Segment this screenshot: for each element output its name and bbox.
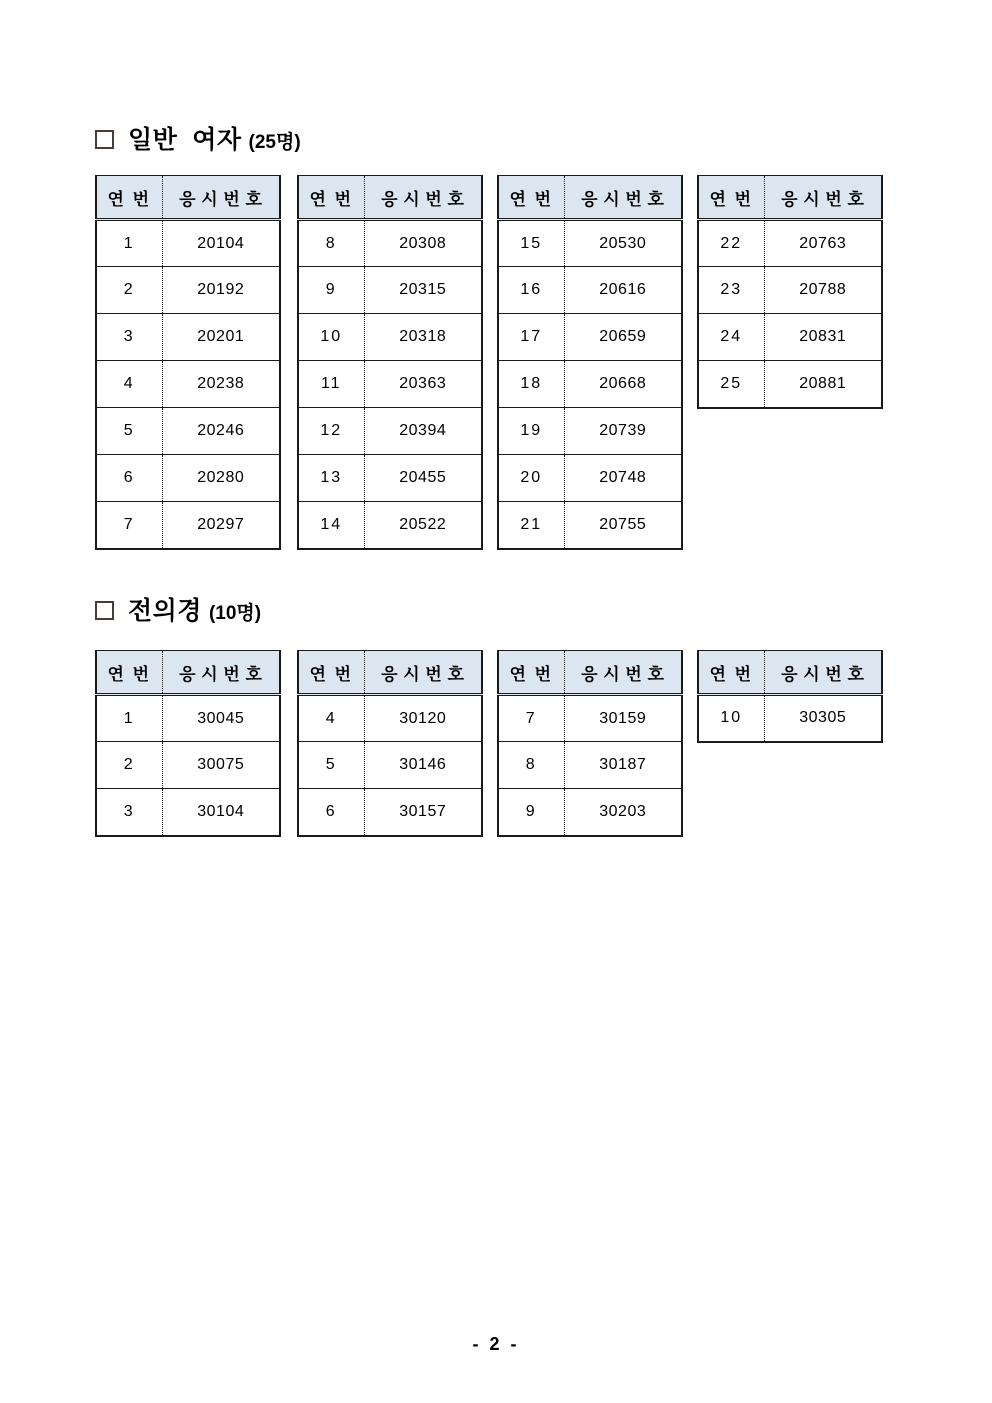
cell-exam-number: 20659 bbox=[564, 314, 682, 361]
table-row bbox=[498, 502, 682, 549]
cell-seq: 4 bbox=[96, 361, 162, 408]
cell-seq: 4 bbox=[298, 695, 364, 742]
table-row bbox=[498, 455, 682, 502]
table-row bbox=[298, 742, 482, 789]
exam-number-table bbox=[697, 650, 883, 743]
table-row bbox=[698, 361, 882, 408]
table-header-row bbox=[298, 176, 482, 220]
cell-seq: 12 bbox=[298, 408, 364, 455]
cell-seq: 6 bbox=[96, 455, 162, 502]
table-row bbox=[96, 314, 280, 361]
cell-exam-number: 20315 bbox=[364, 267, 482, 314]
cell-seq: 2 bbox=[96, 742, 162, 789]
cell-seq: 9 bbox=[298, 267, 364, 314]
cell-seq: 3 bbox=[96, 789, 162, 836]
cell-exam-number: 20280 bbox=[162, 455, 280, 502]
table-row bbox=[498, 220, 682, 267]
cell-exam-number: 20616 bbox=[564, 267, 682, 314]
table-row bbox=[96, 789, 280, 836]
cell-exam-number: 30187 bbox=[564, 742, 682, 789]
table-header-row bbox=[498, 176, 682, 220]
cell-seq: 3 bbox=[96, 314, 162, 361]
cell-seq: 20 bbox=[498, 455, 564, 502]
cell-seq: 10 bbox=[698, 695, 764, 742]
section-heading bbox=[0, 599, 992, 633]
table-row bbox=[498, 789, 682, 836]
cell-exam-number: 30045 bbox=[162, 695, 280, 742]
column-header-exam-number: 응 시 번 호 bbox=[564, 651, 682, 695]
cell-exam-number: 20308 bbox=[364, 220, 482, 267]
cell-exam-number: 20763 bbox=[764, 220, 882, 267]
column-header-seq: 연 번 bbox=[96, 651, 162, 695]
table-row bbox=[498, 267, 682, 314]
column-header-exam-number: 응 시 번 호 bbox=[764, 651, 882, 695]
cell-exam-number: 30157 bbox=[399, 802, 447, 820]
table-header-row bbox=[698, 651, 882, 695]
exam-number-table bbox=[95, 650, 281, 837]
section-conscripted-police bbox=[0, 597, 992, 820]
column-header-seq: 연 번 bbox=[698, 651, 764, 695]
cell-seq: 7 bbox=[96, 502, 162, 549]
column-header-seq: 연 번 bbox=[96, 176, 162, 220]
table-row bbox=[298, 502, 482, 549]
table-row bbox=[698, 695, 882, 742]
table-row bbox=[96, 361, 280, 408]
table-row bbox=[298, 267, 482, 314]
column-header-seq: 연 번 bbox=[298, 176, 364, 220]
cell-exam-number: 20755 bbox=[599, 515, 647, 533]
cell-exam-number: 30305 bbox=[799, 709, 847, 727]
table-row bbox=[298, 695, 482, 742]
column-header-seq: 연 번 bbox=[498, 176, 564, 220]
cell-exam-number: 20739 bbox=[564, 408, 682, 455]
cell-seq: 16 bbox=[498, 267, 564, 314]
column-header-seq: 연 번 bbox=[698, 176, 764, 220]
exam-number-table bbox=[95, 175, 281, 550]
cell-seq: 24 bbox=[698, 314, 764, 361]
table-row bbox=[698, 267, 882, 314]
cell-exam-number: 30120 bbox=[364, 695, 482, 742]
cell-exam-number: 20530 bbox=[564, 220, 682, 267]
cell-seq: 11 bbox=[298, 361, 364, 408]
table-row bbox=[498, 695, 682, 742]
table-row bbox=[96, 502, 280, 549]
table-row bbox=[698, 220, 882, 267]
section-heading bbox=[0, 128, 992, 162]
table-row bbox=[298, 361, 482, 408]
cell-exam-number: 20668 bbox=[564, 361, 682, 408]
cell-exam-number: 20788 bbox=[764, 267, 882, 314]
column-header-exam-number: 응 시 번 호 bbox=[364, 176, 482, 220]
cell-seq: 15 bbox=[498, 220, 564, 267]
cell-seq: 8 bbox=[298, 220, 364, 267]
cell-seq: 23 bbox=[698, 267, 764, 314]
cell-exam-number: 20246 bbox=[162, 408, 280, 455]
column-header-exam-number: 응 시 번 호 bbox=[364, 651, 482, 695]
section-count-label: (10명) bbox=[208, 603, 262, 624]
empty-checkbox-icon bbox=[95, 130, 114, 149]
table-row bbox=[96, 742, 280, 789]
column-header-exam-number: 응 시 번 호 bbox=[162, 176, 280, 220]
cell-seq: 5 bbox=[96, 408, 162, 455]
cell-exam-number: 30159 bbox=[564, 695, 682, 742]
exam-number-table bbox=[497, 650, 683, 837]
section-title: 전의경 bbox=[128, 597, 202, 625]
table-row bbox=[298, 314, 482, 361]
section-count-label: (25명) bbox=[248, 132, 301, 153]
exam-number-table bbox=[697, 175, 883, 409]
table-header-row bbox=[498, 651, 682, 695]
table-row bbox=[498, 742, 682, 789]
cell-exam-number: 20318 bbox=[364, 314, 482, 361]
table-header-row bbox=[698, 176, 882, 220]
cell-exam-number: 20455 bbox=[364, 455, 482, 502]
exam-number-table bbox=[297, 650, 483, 837]
cell-exam-number: 30075 bbox=[162, 742, 280, 789]
cell-seq: 5 bbox=[298, 742, 364, 789]
table-row bbox=[298, 455, 482, 502]
cell-seq: 2 bbox=[96, 267, 162, 314]
table-header-row bbox=[298, 651, 482, 695]
cell-exam-number: 20238 bbox=[162, 361, 280, 408]
cell-seq: 8 bbox=[498, 742, 564, 789]
column-header-exam-number: 응 시 번 호 bbox=[764, 176, 882, 220]
cell-seq: 22 bbox=[698, 220, 764, 267]
column-header-exam-number: 응 시 번 호 bbox=[564, 176, 682, 220]
column-header-seq: 연 번 bbox=[298, 651, 364, 695]
cell-seq: 14 bbox=[298, 502, 364, 549]
cell-exam-number: 30146 bbox=[364, 742, 482, 789]
exam-number-table bbox=[297, 175, 483, 550]
table-row bbox=[96, 408, 280, 455]
page-number: - 2 - bbox=[472, 1334, 520, 1354]
cell-seq: 9 bbox=[498, 789, 564, 836]
table-header-row bbox=[96, 176, 280, 220]
table-row bbox=[298, 220, 482, 267]
cell-seq: 18 bbox=[498, 361, 564, 408]
table-header-row bbox=[96, 651, 280, 695]
table-row bbox=[96, 220, 280, 267]
cell-seq: 1 bbox=[96, 220, 162, 267]
cell-exam-number: 30203 bbox=[599, 802, 647, 820]
cell-seq: 17 bbox=[498, 314, 564, 361]
cell-exam-number: 20831 bbox=[764, 314, 882, 361]
cell-exam-number: 20363 bbox=[364, 361, 482, 408]
cell-exam-number: 20192 bbox=[162, 267, 280, 314]
cell-seq: 21 bbox=[498, 502, 564, 549]
cell-seq: 25 bbox=[698, 361, 764, 408]
cell-exam-number: 20104 bbox=[162, 220, 280, 267]
column-header-exam-number: 응 시 번 호 bbox=[162, 651, 280, 695]
cell-exam-number: 20201 bbox=[162, 314, 280, 361]
table-row bbox=[96, 455, 280, 502]
cell-seq: 6 bbox=[298, 789, 364, 836]
table-row bbox=[298, 408, 482, 455]
cell-exam-number: 20297 bbox=[197, 515, 245, 533]
section-general-women bbox=[0, 126, 992, 533]
cell-exam-number: 30104 bbox=[197, 802, 245, 820]
table-row bbox=[498, 314, 682, 361]
cell-exam-number: 20881 bbox=[799, 374, 847, 392]
cell-seq: 19 bbox=[498, 408, 564, 455]
cell-seq: 10 bbox=[298, 314, 364, 361]
cell-exam-number: 20522 bbox=[399, 515, 447, 533]
cell-seq: 1 bbox=[96, 695, 162, 742]
cell-exam-number: 20748 bbox=[564, 455, 682, 502]
empty-checkbox-icon bbox=[95, 601, 114, 620]
table-row bbox=[698, 314, 882, 361]
table-row bbox=[498, 408, 682, 455]
cell-seq: 13 bbox=[298, 455, 364, 502]
table-row bbox=[498, 361, 682, 408]
cell-exam-number: 20394 bbox=[364, 408, 482, 455]
cell-seq: 7 bbox=[498, 695, 564, 742]
exam-number-table bbox=[497, 175, 683, 550]
column-header-seq: 연 번 bbox=[498, 651, 564, 695]
section-title: 일반 여자 bbox=[128, 126, 242, 154]
table-row bbox=[96, 267, 280, 314]
table-row bbox=[96, 695, 280, 742]
table-row bbox=[298, 789, 482, 836]
